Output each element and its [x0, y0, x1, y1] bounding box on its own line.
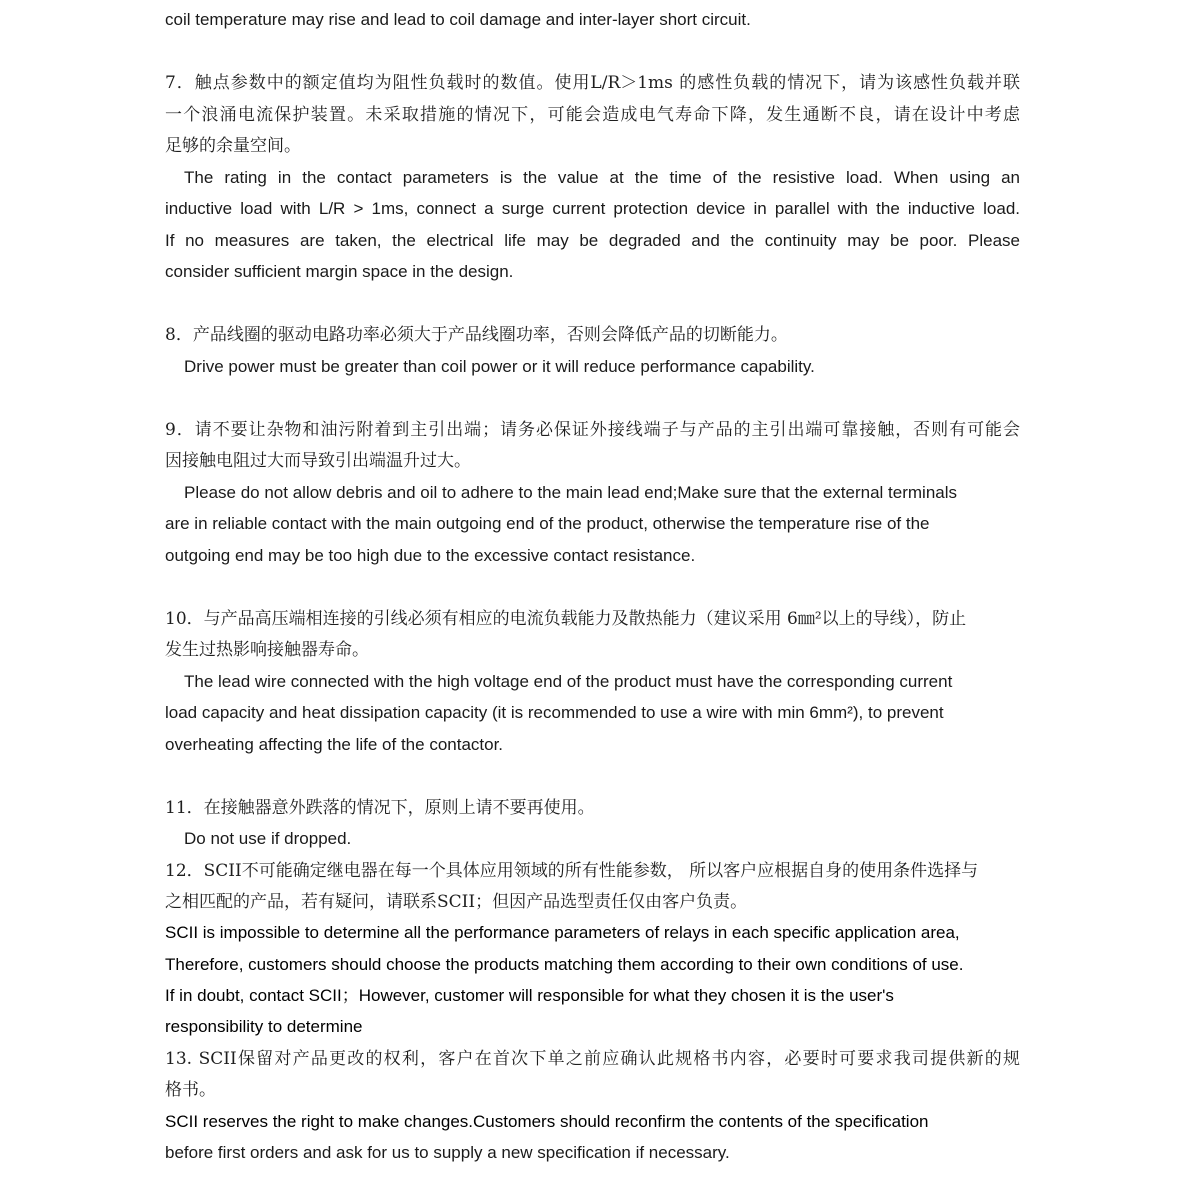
note-11-zh: 11．在接触器意外跌落的情况下，原则上请不要再使用。 — [165, 798, 595, 818]
note-7-en-line-4: consider sufficient margin space in the design. — [165, 262, 514, 281]
note-12-en-line-4: responsibility to determine — [165, 1017, 363, 1036]
note-7-en-line-1: The rating in the contact parameters is the value at the time of the resistive load. When using an — [184, 168, 1020, 187]
note-12-en-line-3: If in doubt, contact SCII；However, customer will responsible for what they chosen it is the user's — [165, 986, 894, 1005]
note-10-en-line-1: The lead wire connected with the high voltage end of the product must have the corresponding current — [184, 672, 953, 691]
note-13-en-line-2: before first orders and ask for us to supply a new specification if necessary. — [165, 1143, 730, 1162]
note-7-zh-line-2: 一个浪涌电流保护装置。未采取措施的情况下，可能会造成电气寿命下降，发生通断不良，请在设计中考虑 — [165, 105, 1020, 125]
note-9-zh-line-2: 因接触电阻过大而导致引出端温升过大。 — [165, 451, 471, 471]
note-8-en: Drive power must be greater than coil power or it will reduce performance capability. — [184, 357, 815, 376]
note-13-en-line-1: SCII reserves the right to make changes.Customers should reconfirm the contents of the specification — [165, 1112, 929, 1131]
note-7-en-line-2: inductive load with L/R > 1ms, connect a surge current protection device in parallel with the inductive load. — [165, 199, 1020, 218]
note-13-zh-line-2: 格书。 — [165, 1080, 216, 1100]
note-10-zh-line-2: 发生过热影响接触器寿命。 — [165, 640, 369, 660]
note-9-zh-line-1: 9．请不要让杂物和油污附着到主引出端；请务必保证外接线端子与产品的主引出端可靠接触，否则有可能会 — [165, 420, 1020, 440]
note-6-en-tail: coil temperature may rise and lead to coil damage and inter-layer short circuit. — [165, 10, 751, 29]
note-10-en-line-3: overheating affecting the life of the contactor. — [165, 735, 504, 754]
note-12-zh-line-2: 之相匹配的产品，若有疑问，请联系SCII；但因产品选型责任仅由客户负责。 — [165, 892, 748, 912]
note-12-en-line-1: SCII is impossible to determine all the performance parameters of relays in each specific application area, — [165, 923, 960, 942]
note-7-en-line-3: If no measures are taken, the electrical life may be degraded and the continuity may be poor. Please — [165, 231, 1020, 250]
note-13-zh-line-1: 13. SCII保留对产品更改的权利，客户在首次下单之前应确认此规格书内容，必要时可要求我司提供新的规 — [165, 1049, 1020, 1069]
note-12-en-line-2: Therefore, customers should choose the products matching them according to their own conditions of use. — [165, 955, 964, 974]
note-9-en-line-2: are in reliable contact with the main outgoing end of the product, otherwise the temperature rise of the — [165, 514, 930, 533]
note-11-en: Do not use if dropped. — [184, 829, 352, 848]
note-7-zh-line-3: 足够的余量空间。 — [165, 136, 301, 156]
note-10-en-line-2: load capacity and heat dissipation capacity (it is recommended to use a wire with min 6mm²), to prevent — [165, 703, 944, 722]
note-7-zh-line-1: 7．触点参数中的额定值均为阻性负载时的数值。使用L/R＞1ms 的感性负载的情况下，请为该感性负载并联 — [165, 73, 1020, 93]
note-9-en-line-3: outgoing end may be too high due to the excessive contact resistance. — [165, 546, 696, 565]
note-9-en-line-1: Please do not allow debris and oil to adhere to the main lead end;Make sure that the external terminals — [184, 483, 958, 502]
note-10-zh-line-1: 10．与产品高压端相连接的引线必须有相应的电流负载能力及散热能力（建议采用 6㎜²以上的导线），防止 — [165, 609, 967, 629]
note-8-zh: 8．产品线圈的驱动电路功率必须大于产品线圈功率，否则会降低产品的切断能力。 — [165, 325, 788, 345]
note-12-zh-line-1: 12．SCII不可能确定继电器在每一个具体应用领域的所有性能参数， 所以客户应根据自身的使用条件选择与 — [165, 861, 979, 881]
